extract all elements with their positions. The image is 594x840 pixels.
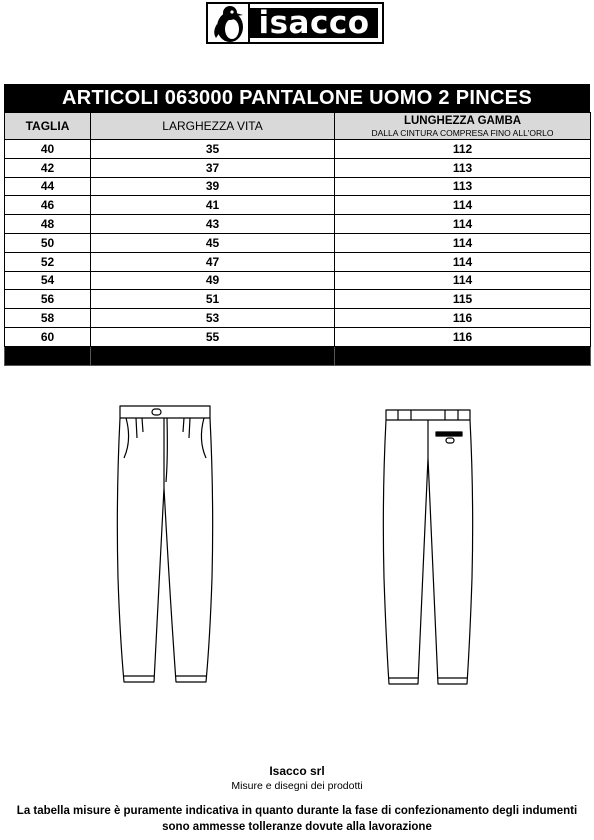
size-cell: 60 xyxy=(5,327,91,346)
column-header-size: TAGLIA xyxy=(5,113,91,140)
size-cell: 46 xyxy=(5,196,91,215)
table-row xyxy=(5,271,591,290)
leg-length-cell: 114 xyxy=(335,271,591,290)
leg-length-cell: 114 xyxy=(335,196,591,215)
table-row xyxy=(5,290,591,309)
size-cell: 40 xyxy=(5,140,91,159)
leg-length-cell: 114 xyxy=(335,233,591,252)
waist-cell: 55 xyxy=(91,327,335,346)
brand-wordmark xyxy=(250,4,378,41)
leg-length-cell: 114 xyxy=(335,252,591,271)
size-cell: 48 xyxy=(5,215,91,234)
column-header-leg-note: DALLA CINTURA COMPRESA FINO ALL'ORLO xyxy=(371,127,554,138)
waist-cell: 43 xyxy=(91,215,335,234)
disclaimer-line-1: La tabella misure è puramente indicativa in quanto durante la fase di confezionamento degli indumenti xyxy=(16,805,578,817)
leg-length-cell: 114 xyxy=(335,215,591,234)
waist-cell: 39 xyxy=(91,177,335,196)
size-table-header xyxy=(5,113,591,140)
column-header-waist: LARGHEZZA VITA xyxy=(91,113,335,140)
size-cell: 58 xyxy=(5,309,91,328)
leg-length-cell: 113 xyxy=(335,158,591,177)
size-cell: 52 xyxy=(5,252,91,271)
waist-cell: 53 xyxy=(91,309,335,328)
size-cell: 44 xyxy=(5,177,91,196)
waist-cell: 51 xyxy=(91,290,335,309)
brand-name: isacco xyxy=(258,4,370,41)
trousers-front-drawing xyxy=(112,398,218,688)
size-cell: 42 xyxy=(5,158,91,177)
size-table xyxy=(4,112,591,366)
leg-length-cell: 116 xyxy=(335,309,591,328)
table-row xyxy=(5,140,591,159)
column-header-leg xyxy=(335,113,591,140)
table-row xyxy=(5,327,591,346)
table-row xyxy=(5,233,591,252)
table-row xyxy=(5,196,591,215)
table-row xyxy=(5,309,591,328)
company-name: Isacco srl xyxy=(269,764,325,778)
page-title: ARTICOLI 063000 PANTALONE UOMO 2 PINCES xyxy=(62,86,532,109)
table-footer-bar xyxy=(5,346,591,365)
page-title-bar xyxy=(4,84,590,112)
trousers-back-drawing xyxy=(378,398,478,688)
size-cell: 56 xyxy=(5,290,91,309)
waist-cell: 47 xyxy=(91,252,335,271)
company-caption: Misure e disegni dei prodotti xyxy=(231,780,363,792)
leg-length-cell: 116 xyxy=(335,327,591,346)
waist-cell: 45 xyxy=(91,233,335,252)
column-header-leg-title: LUNGHEZZA GAMBA xyxy=(403,114,522,127)
waist-cell: 35 xyxy=(91,140,335,159)
leg-length-cell: 115 xyxy=(335,290,591,309)
size-cell: 50 xyxy=(5,233,91,252)
penguin-logo-icon xyxy=(208,4,250,42)
table-row xyxy=(5,177,591,196)
brand-logo xyxy=(206,2,384,44)
table-row xyxy=(5,252,591,271)
waist-cell: 41 xyxy=(91,196,335,215)
table-row xyxy=(5,215,591,234)
waist-cell: 37 xyxy=(91,158,335,177)
size-cell: 54 xyxy=(5,271,91,290)
leg-length-cell: 112 xyxy=(335,140,591,159)
waist-cell: 49 xyxy=(91,271,335,290)
leg-length-cell: 113 xyxy=(335,177,591,196)
table-row xyxy=(5,158,591,177)
disclaimer-line-2: sono ammesse tolleranze dovute alla lavorazione xyxy=(162,821,432,833)
